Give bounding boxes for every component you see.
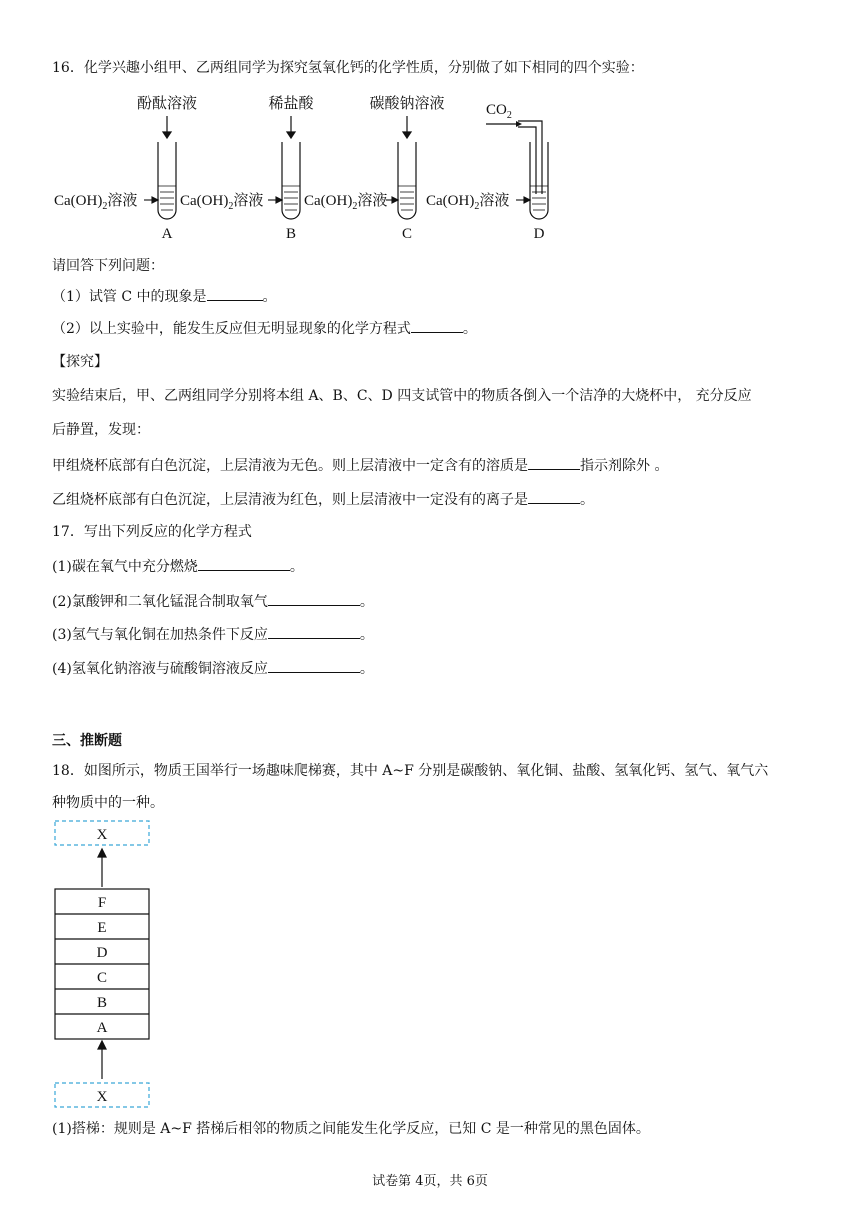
tube-label-b: B [285,226,297,242]
q16-explore-heading: 【探究】 [52,354,108,370]
q18-stem-line2: 种物质中的一种。 [52,795,164,811]
q16-experiment-figure [50,90,570,246]
tube-label-d: D [533,226,545,242]
q16-prompt: 请回答下列问题： [52,258,164,274]
inlet-label-d: $Ca(OH)_2$溶液 [426,193,510,212]
q17-item-1: (1)碳在氧气中充分燃烧 。 [52,556,820,577]
ladder-rung-f: F [97,895,107,911]
ladder-rung-e: E [97,920,107,936]
answer-blank[interactable] [528,455,580,470]
page-footer: 试卷第 4页，共 6页 [372,1174,488,1189]
ladder-top-box: X [96,827,108,843]
answer-blank[interactable] [268,658,360,673]
reagent-label-b: 稀盐酸 [268,96,314,112]
ladder-rung-d: D [96,945,108,961]
reagent-label-d: $CO_2$ [486,102,512,121]
reagent-label-c: 碳酸钠溶液 [369,96,445,112]
answer-blank[interactable] [207,286,263,301]
q17-stem: 17．写出下列反应的化学方程式 [52,524,252,540]
answer-blank[interactable] [268,591,360,606]
ladder-rung-a: A [96,1020,108,1036]
reagent-label-a: 酚酞溶液 [136,96,198,112]
inlet-label-b: $Ca(OH)_2$溶液 [180,193,264,212]
ladder-bottom-box: X [96,1089,108,1105]
q17-item-3: (3)氢气与氧化铜在加热条件下反应 。 [52,624,820,645]
ladder-rung-b: B [96,995,108,1011]
ladder-rung-c: C [96,970,108,986]
q17-item-4: (4)氢氧化钠溶液与硫酸铜溶液反应 。 [52,658,820,679]
answer-blank[interactable] [268,624,360,639]
q16-explore-line2: 后静置，发现： [52,422,150,438]
inlet-label-a: $Ca(OH)_2$溶液 [54,193,138,212]
q18-ladder-figure [50,815,160,1111]
q18-part1: (1)搭梯：规则是 A~F 搭梯后相邻的物质之间能发生化学反应，已知 C 是一种常见的黑色固体。 [52,1121,650,1137]
q16-group1: 甲组烧杯底部有白色沉淀，上层清液为无色。则上层清液中一定含有的溶质是 指示剂除外 。 [52,455,820,476]
q16-part1: （1）试管 C 中的现象是 。 [52,286,820,307]
tube-label-c: C [401,226,413,242]
tube-label-a: A [161,226,173,242]
inlet-label-c: $Ca(OH)_2$溶液 [304,193,388,212]
answer-blank[interactable] [198,556,290,571]
q16-group2: 乙组烧杯底部有白色沉淀，上层清液为红色，则上层清液中一定没有的离子是 。 [52,489,820,510]
q17-item-2: (2)氯酸钾和二氧化锰混合制取氧气 。 [52,591,820,612]
answer-blank[interactable] [528,489,580,504]
q16-stem: 16．化学兴趣小组甲、乙两组同学为探究氢氧化钙的化学性质，分别做了如下相同的四个实验： [52,60,644,76]
answer-blank[interactable] [411,318,463,333]
q18-stem-line1: 18．如图所示，物质王国举行一场趣味爬梯赛，其中 A~F 分别是碳酸钠、氧化铜、盐酸、氢氧化钙、氢气、氧气六 [52,763,769,779]
section-title: 三、推断题 [52,733,122,749]
q16-explore-line1: 实验结束后，甲、乙两组同学分别将本组 A、B、C、D 四支试管中的物质各倒入一个洁净的大烧杯中， 充分反应 [52,388,752,404]
q16-part2: （2）以上实验中，能发生反应但无明显现象的化学方程式 。 [52,318,820,339]
